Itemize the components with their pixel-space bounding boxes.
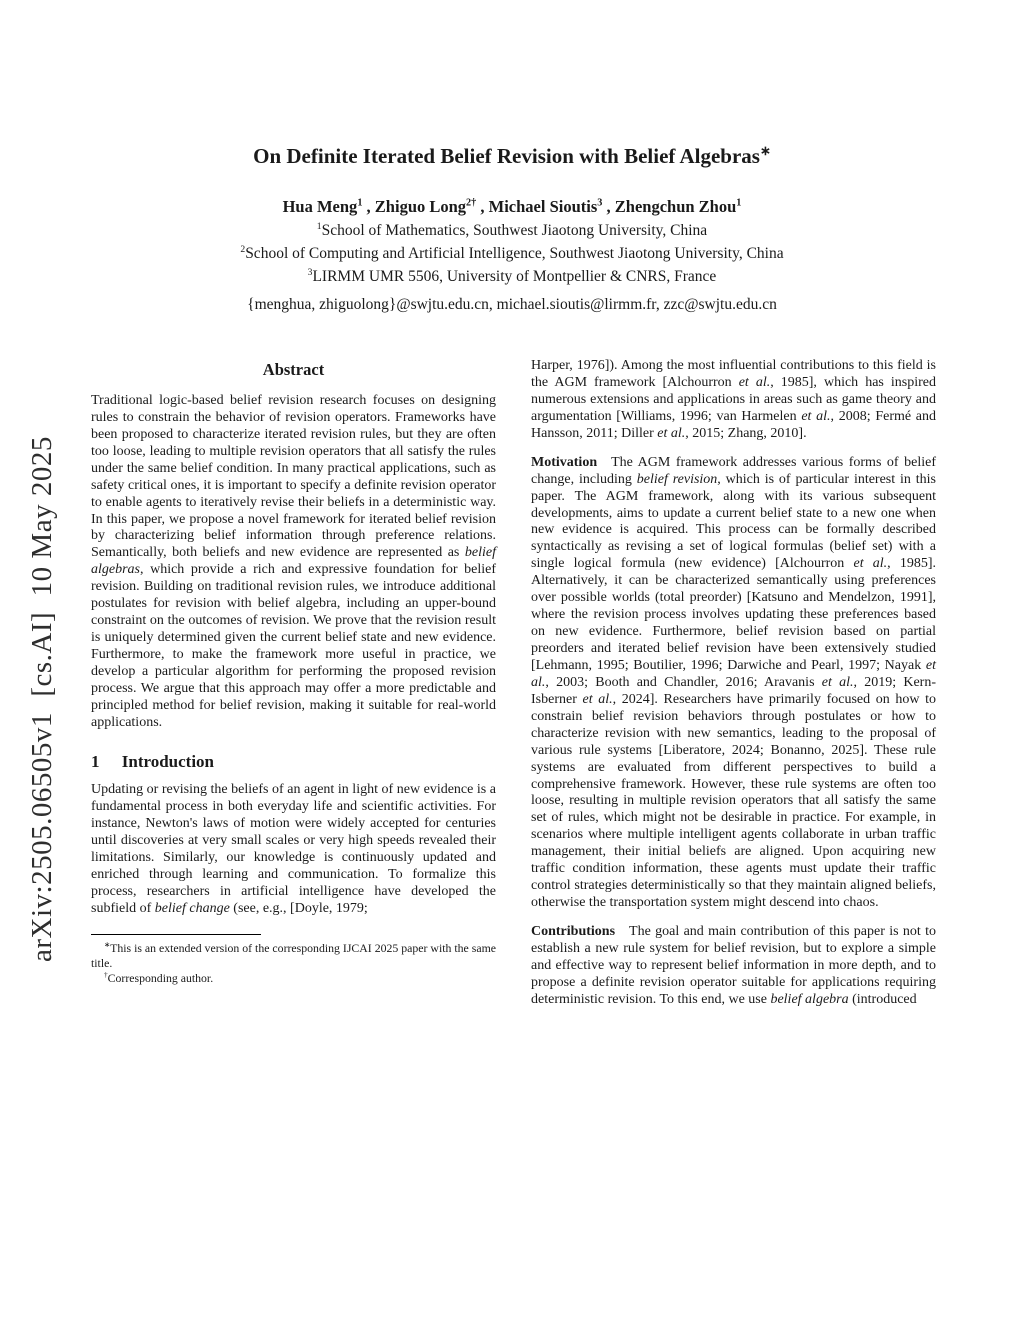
- right-column: [531, 358, 936, 1009]
- footnote-extended-version: ∗This is an extended version of the corresponding IJCAI 2025 paper with the same title.: [91, 939, 496, 971]
- footnotes: [91, 934, 496, 987]
- abstract-heading: Abstract: [262, 360, 325, 379]
- arxiv-watermark: arXiv:2505.06505v1 [cs.AI] 10 May 2025: [26, 436, 58, 962]
- section-number: 1: [91, 751, 100, 771]
- author-emails: {menghua, zhiguolong}@swjtu.edu.cn, michael.sioutis@lirmm.fr, zzc@swjtu.edu.cn: [247, 296, 777, 313]
- left-column: [91, 358, 496, 1009]
- affiliation-1: $^1$School of Mathematics, Southwest Jiaotong University, China: [316, 220, 708, 239]
- affiliation-3: $^3$LIRMM UMR 5506, University of Montpellier & CNRS, France: [307, 266, 717, 285]
- abstract-paragraph: Traditional logic-based belief revision research focuses on designing rules to constrain the behavior of revision operators. Frameworks have been proposed to characterize iterated revision rules, but they are often too loose, leading to multiple revision operators that all satisfy the rules under the same belief condition. In many practical applications, such as safety critical ones, it is important to specify a definite revision operator to enable agents to iteratively revise their beliefs in a deterministic way. In this paper, we propose a novel framework for iterated belief revision by characterizing belief information through preference relations. Semantically, both beliefs and new evidence are represented as belief algebras, which provide a rich and expressive foundation for belief revision. Building on traditional revision rules, we introduce additional postulates for revision with belief algebra, including an upper-bound constraint on the outcomes of revision. We prove that the revision result is uniquely determined given the current belief state and new evidence. Furthermore, to make the framework more useful in practice, we develop a particular algorithm for performing the proposed revision process. We argue that this approach may offer a more predictable and principled method for belief revision, making it suitable for real-world applications.: [91, 392, 496, 730]
- introduction-paragraph: Updating or revising the beliefs of an agent in light of new evidence is a fundamental process in both everyday life and scientific activities. For instance, Newton's laws of motion were widely accepted for centuries until discoveries at very small scales or very high speeds revealed their limitations. Similarly, our knowledge is continuously updated and enriched through learning and communication. To formalize this process, researchers in artificial intelligence have developed the subfield of belief change (see, e.g., [Doyle, 1979;: [91, 782, 496, 916]
- paper-title: On Definite Iterated Belief Revision with Belief Algebras∗: [253, 143, 771, 168]
- section-title: Introduction: [121, 751, 215, 771]
- two-column-body: [91, 358, 936, 1009]
- motivation-paragraph: Motivation The AGM framework addresses various forms of belief change, including belief revision, which is of particular interest in this paper. The AGM framework, along with its various subsequent developments, aims to update a current belief state to a new one when new evidence is acquired. This process can be formally described syntactically as revising a set of logical formulas (belief set) with a single logical formula (new evidence) [Alchourron et al., 1985]. Alternatively, it can be characterized semantically using preferences over possible worlds (total preorder) [Katsuno and Mendelzon, 1991], where the revision process involves updating these preferences based on new evidence. Furthermore, belief revision based on partial preorders and iterated belief revision have been extensively studied [Lehmann, 1995; Boutilier, 1996; Darwiche and Pearl, 1997; Nayak et al., 2003; Booth and Chandler, 2016; Aravanis et al., 2019; Kern-Isberner et al., 2024]. Researchers have primarily focused on how to constrain belief revision behaviors through postulates or how to characterize revision with new semantics, leading to the proposal of various rule systems [Liberatore, 2024; Bonanno, 2025]. These rule systems are evaluated from different perspectives to build a comprehensive framework. However, these rule systems are often too loose, resulting in multiple revision operators that all satisfy the same set of rules, which might not be desirable in practice. For example, in scenarios where multiple intelligent agents collaborate in urban traffic management, their initial beliefs are aligned. Upon acquiring new traffic condition information, these agents must update their traffic control strategies deterministically so that they maintain aligned beliefs, otherwise the transportation system might descend into chaos.: [531, 454, 937, 911]
- footnote-corresponding-author: †Corresponding author.: [104, 970, 214, 986]
- section-heading-introduction: [91, 752, 496, 773]
- footnote-rule: [91, 934, 261, 935]
- agm-continuation-paragraph: Harper, 1976]). Among the most influential contributions to this field is the AGM framework [Alchourron et al., 1985], which has inspired numerous extensions and applications in areas such as game theory and argumentation [Williams, 1996; van Harmelen et al., 2008; Fermé and Hansson, 2011; Diller et al., 2015; Zhang, 2010].: [531, 358, 936, 441]
- affiliation-2: $^2$School of Computing and Artificial Intelligence, Southwest Jiaotong University, China: [240, 243, 784, 262]
- paper-header: [0, 144, 1024, 314]
- contributions-paragraph: Contributions The goal and main contribution of this paper is not to establish a new rule system for belief revision, but to explore a simple and effective way to represent belief information in more depth, and to propose a definite revision operator suitable for applications requiring deterministic revision. To this end, we use belief algebra (introduced: [531, 924, 936, 1007]
- authors-line: Hua Meng$^1$ , Zhiguo Long$^{2\dagger}$ , Michael Sioutis$^3$ , Zhengchun Zhou$^1$: [282, 197, 742, 216]
